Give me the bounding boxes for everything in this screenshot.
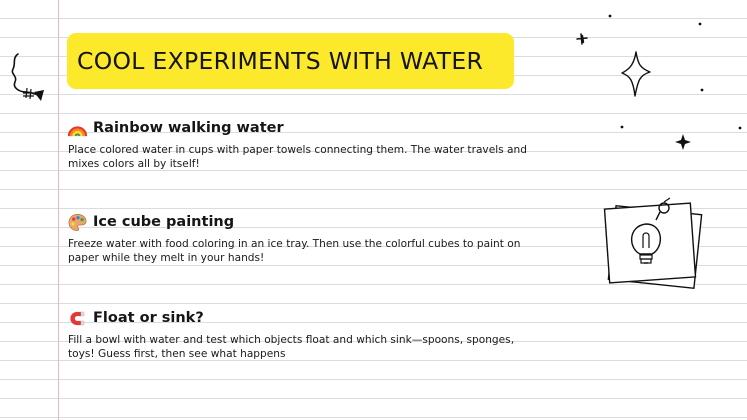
section-body: Freeze water with food coloring in an ice tray. Then use the colorful cubes to paint on paper while they melt in your hands! <box>68 238 521 264</box>
experiment-section-rainbow <box>68 118 538 171</box>
page-title: COOL EXPERIMENTS WITH WATER <box>77 47 484 75</box>
pinned-lightbulb-note-icon <box>598 196 706 292</box>
section-heading <box>68 118 538 138</box>
magnet-icon <box>68 309 87 328</box>
rainbow-icon <box>68 119 87 138</box>
section-heading <box>68 212 538 232</box>
experiment-section-ice-cube <box>68 212 538 265</box>
notebook-margin-line <box>58 0 59 420</box>
artist-palette-icon <box>68 213 87 232</box>
section-body: Fill a bowl with water and test which objects float and which sink—spoons, sponges, toys! Guess first, then see what happens <box>68 334 515 360</box>
section-title: Ice cube painting <box>93 214 235 230</box>
section-title: Rainbow walking water <box>93 120 284 136</box>
section-heading <box>68 308 538 328</box>
squiggle-doodle-icon <box>4 52 48 106</box>
experiment-section-float-sink <box>68 308 538 361</box>
sparkles-doodle-icon <box>560 0 747 160</box>
title-highlight <box>67 33 514 89</box>
section-title: Float or sink? <box>93 310 204 326</box>
section-body: Place colored water in cups with paper towels connecting them. The water travels and mixes colors all by itself! <box>68 144 527 170</box>
